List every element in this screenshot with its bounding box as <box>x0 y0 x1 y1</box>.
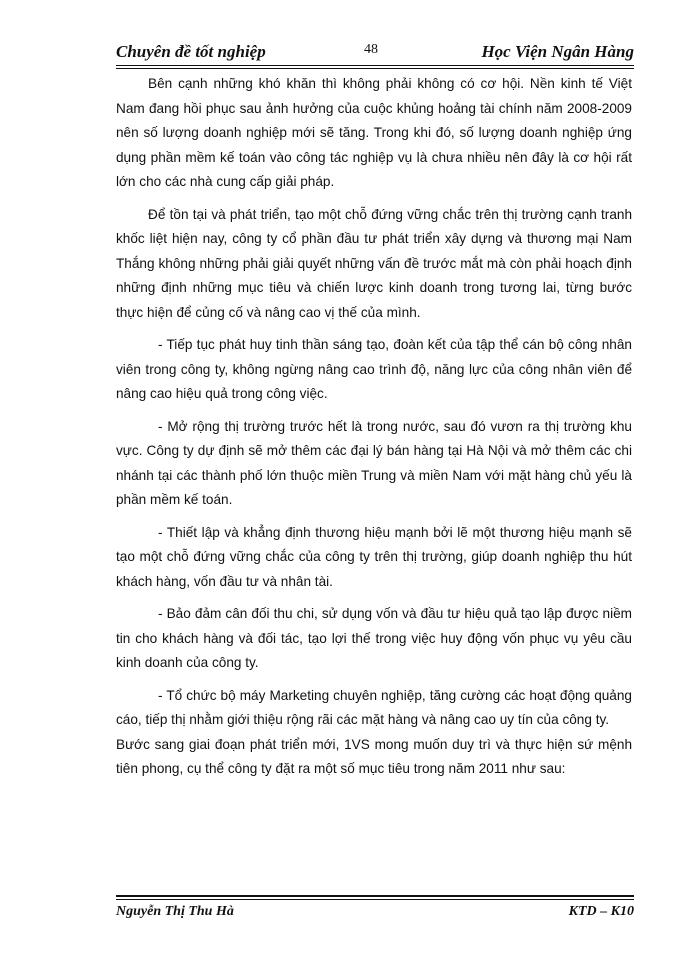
paragraph-opportunity: Bên cạnh những khó khăn thì không phải không có cơ hội. Nền kinh tế Việt Nam đang hồi phục sau ảnh hưởng của cuộc khủng hoảng tài chính năm 2008-2009 nên số lượng doanh nghiệp mới sẽ tăng. Trong khi đó, số lượng doanh nghiệp ứng dụng phần mềm kế toán vào công tác nghiệp vụ là chưa nhiều nên đây là cơ hội rất lớn cho các nhà cung cấp giải pháp. <box>116 76 632 189</box>
bullet-market-expansion: - Mở rộng thị trường trước hết là trong nước, sau đó vươn ra thị trường khu vực. Công ty dự định sẽ mở thêm các đại lý bán hàng tại Hà Nội và mở thêm các chi nhánh tại các thành phố lớn thuộc miền Trung và miền Nam với mặt hàng chủ yếu là phần mềm kế toán. <box>116 418 632 507</box>
footer-rule <box>116 895 634 897</box>
page-footer <box>116 904 634 928</box>
bullet-finance: - Bảo đảm cân đối thu chi, sử dụng vốn và đầu tư hiệu quả tạo lập được niềm tin cho khách hàng và đối tác, tạo lợi thế trong việc huy động vốn phục vụ yêu cầu kinh doanh của công ty. <box>116 606 632 670</box>
footer-class: KTD – K10 <box>568 904 634 919</box>
page-header <box>116 40 634 64</box>
header-rule-thin <box>116 68 634 69</box>
paragraph-strategy: Để tồn tại và phát triển, tạo một chỗ đứng vững chắc trên thị trường cạnh tranh khốc liệt hiện nay, công ty cổ phần đầu tư phát triển xây dựng và thương mại Nam Thắng không những phải giải quyết những vấn đề trước mắt mà còn phải hoạch định những định những mục tiêu và chiến lược kinh doanh trong tương lai, từng bước thực hiện để củng cố và nâng cao vị thế của mình. <box>116 206 632 320</box>
page-body <box>116 72 632 782</box>
bullet-creativity: - Tiếp tục phát huy tinh thần sáng tạo, đoàn kết của tập thể cán bộ công nhân viên trong công ty, không ngừng nâng cao trình độ, năng lực của công nhân viên để nâng cao hiệu quả trong công việc. <box>116 337 632 401</box>
header-institution: Học Viện Ngân Hàng <box>481 42 634 61</box>
paragraph-goals-2011: Bước sang giai đoạn phát triển mới, 1VS mong muốn duy trì và thực hiện sứ mệnh tiên phong, cụ thể công ty đặt ra một số mục tiêu trong năm 2011 như sau: <box>116 736 632 776</box>
header-rule <box>116 65 634 66</box>
header-title: Chuyên đề tốt nghiệp <box>116 42 266 61</box>
footer-rule-thin <box>116 899 634 900</box>
footer-author: Nguyễn Thị Thu Hà <box>116 904 234 919</box>
bullet-brand: - Thiết lập và khẳng định thương hiệu mạnh bởi lẽ một thương hiệu mạnh sẽ tạo một chỗ đứng vững chắc của công ty trên thị trường, giúp doanh nghiệp thu hút khách hàng, vốn đầu tư và nhân tài. <box>116 524 632 589</box>
page-number: 48 <box>364 42 378 57</box>
bullet-marketing: - Tổ chức bộ máy Marketing chuyên nghiệp, tăng cường các hoạt động quảng cáo, tiếp thị nhằm giới thiệu rộng rãi các mặt hàng và nâng cao uy tín của công ty. <box>116 687 632 727</box>
